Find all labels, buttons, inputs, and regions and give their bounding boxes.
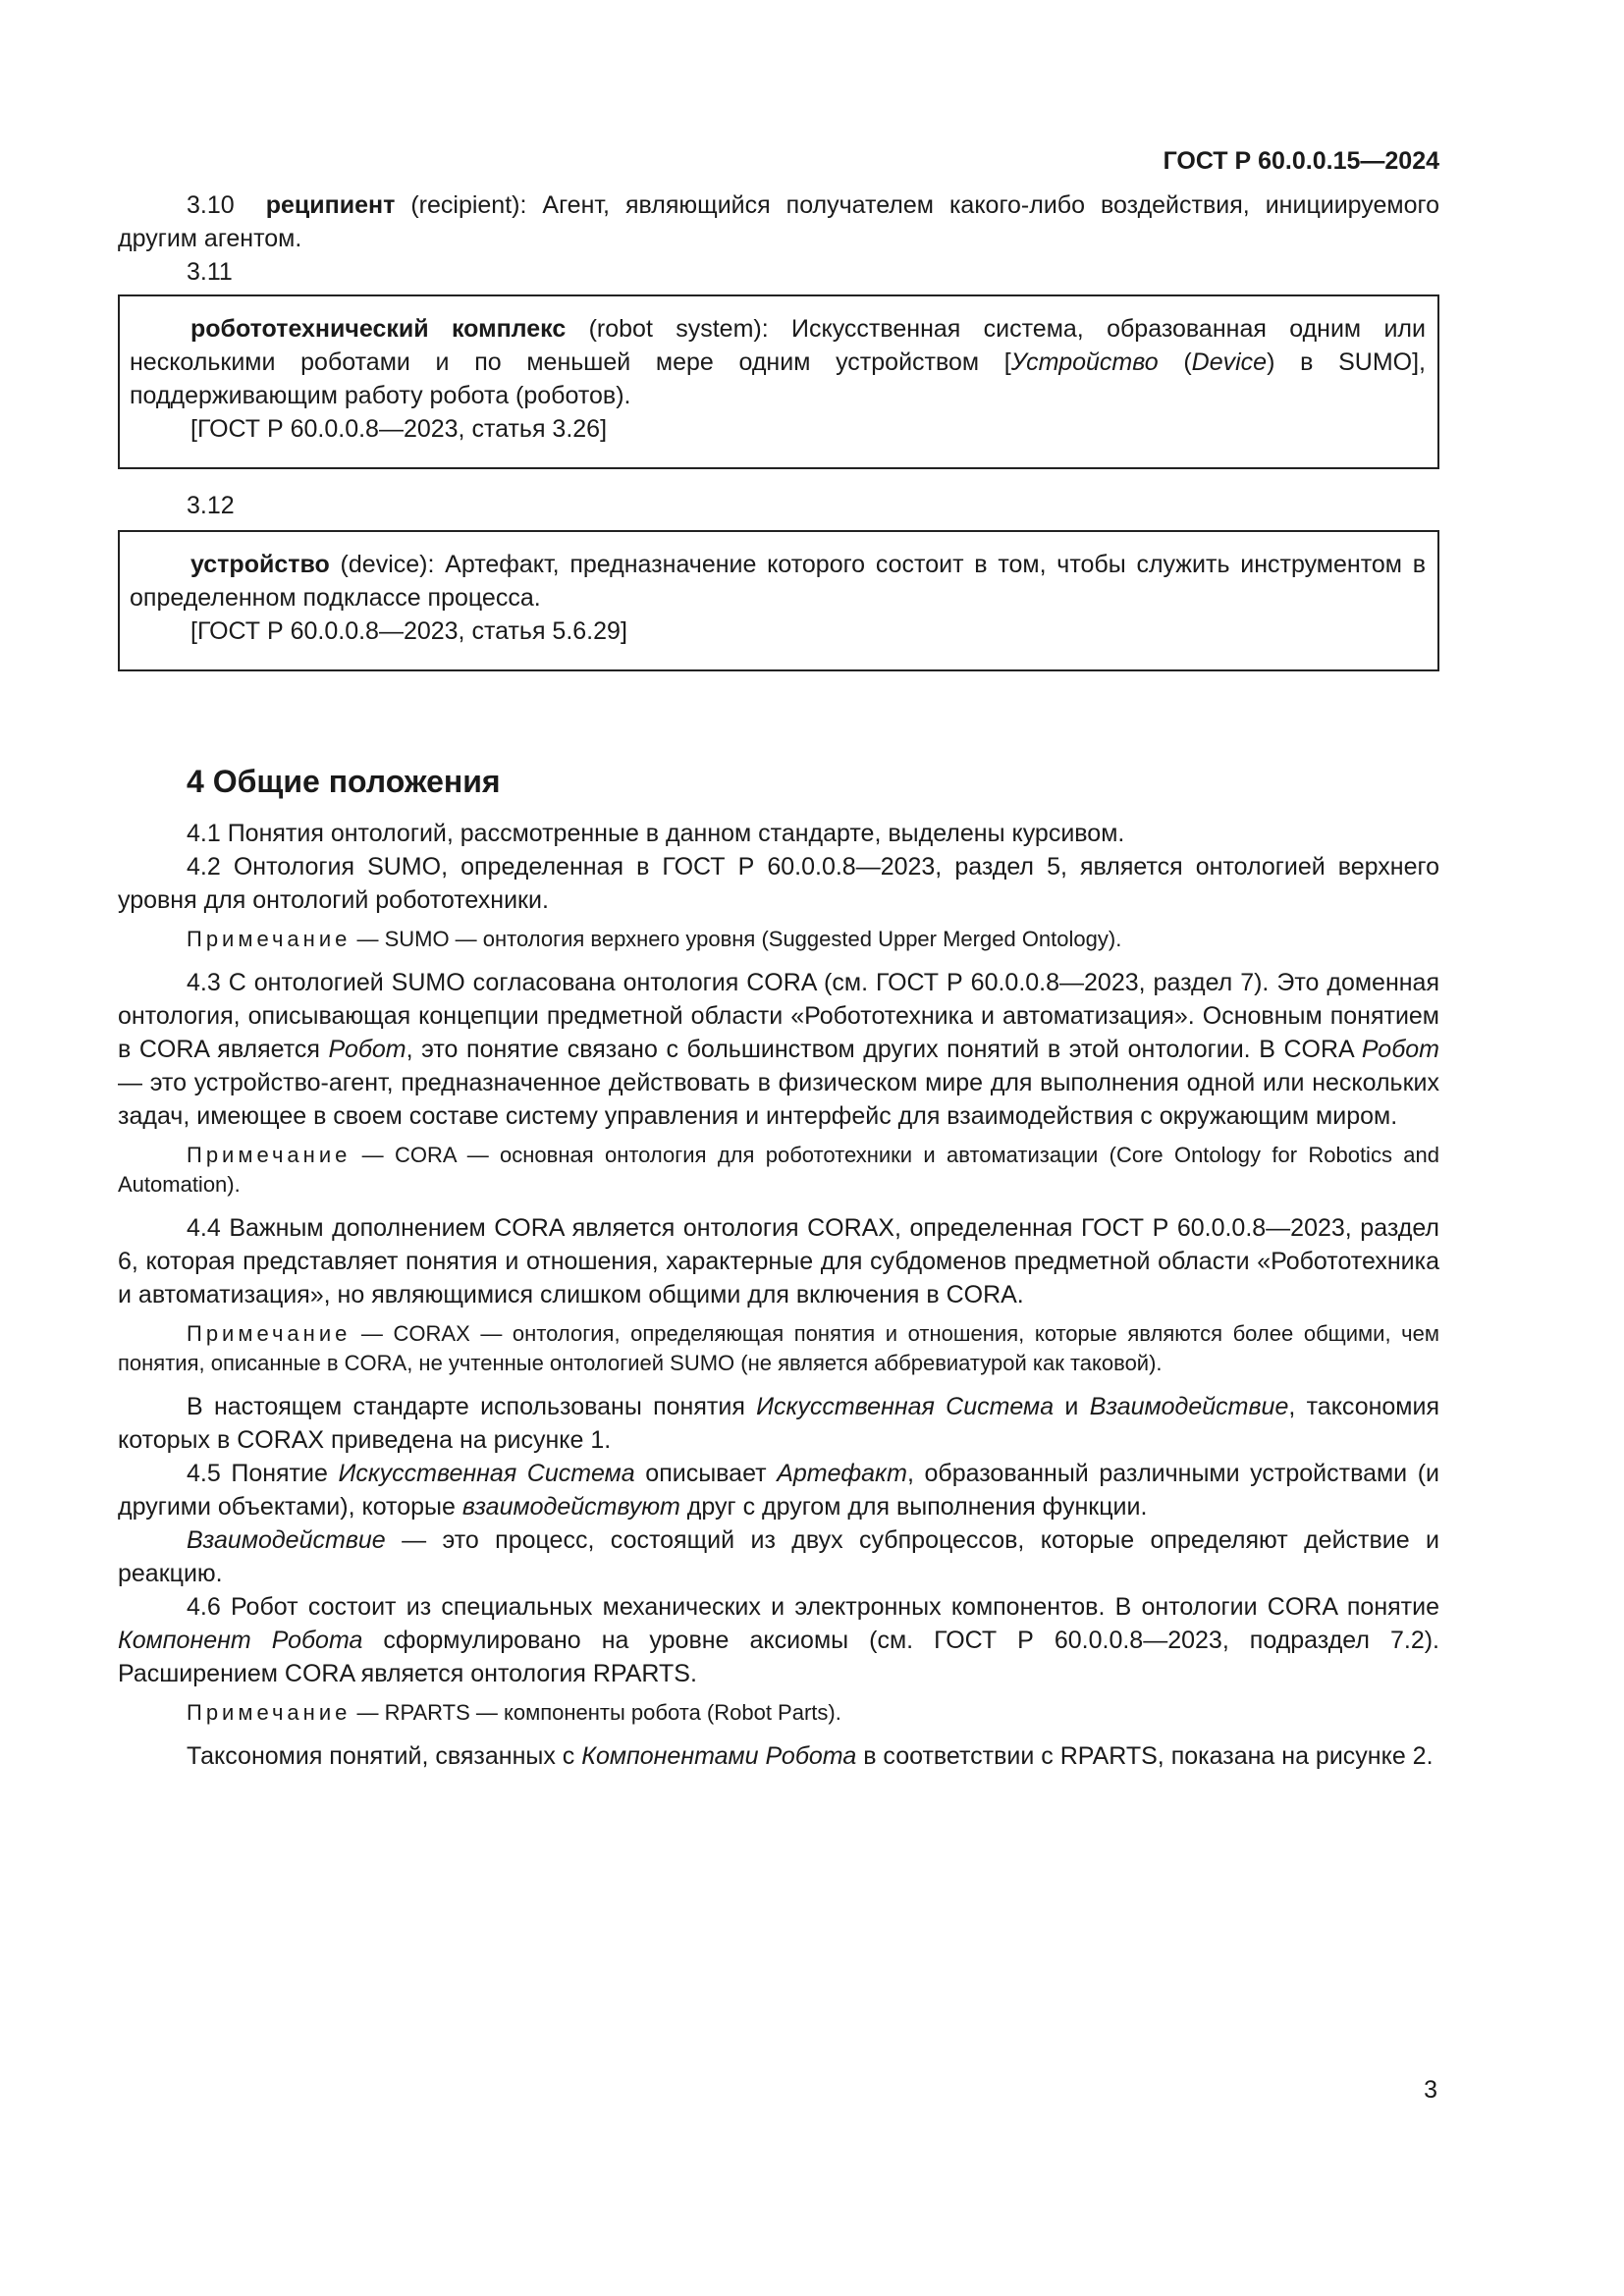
note [118, 1698, 1439, 1728]
note-label: Примечание [187, 1700, 352, 1725]
term-number: 3.10 [187, 191, 235, 219]
paragraph-4-2: 4.2 Онтология SUMO, определенная в ГОСТ Р 60.0.0.8—2023, раздел 5, является онтологией верхнего уровня для онтологий робототехники. [118, 853, 1439, 914]
paragraph [118, 1523, 1439, 1590]
definition-text: (device): Артефакт, предназначение которого состоит в том, чтобы служить инструментом в определенном подклассе процесса. [130, 551, 1426, 612]
term-source: [ГОСТ Р 60.0.0.8—2023, статья 3.26] [190, 415, 608, 443]
ontology-term: Взаимодействие [187, 1526, 386, 1554]
paragraph-text: в соответствии с RPARTS, показана на рисунке 2. [856, 1742, 1434, 1770]
paragraph-text: 4.5 Понятие [187, 1460, 339, 1487]
paragraph-text: 4.3 С онтологией SUMO согласована онтология CORA (см. ГОСТ Р 60.0.0.8—2023, раздел 7). Это доменная онтология, описывающая концепции предметной области «Робототехника и автоматизация». Основным понятием в CORA является [118, 969, 1439, 1063]
ontology-term: Робот [1361, 1036, 1439, 1063]
term-box-3-12 [118, 530, 1439, 671]
page-content [118, 145, 1439, 1773]
note [118, 1141, 1439, 1200]
term-source: [ГОСТ Р 60.0.0.8—2023, статья 5.6.29] [190, 617, 627, 645]
note-label: Примечание [187, 1143, 352, 1167]
note-label: Примечание [187, 1321, 352, 1346]
term-name: устройство [190, 551, 330, 578]
paragraph-text: — это устройство-агент, предназначенное действовать в физическом мире для выполнения одной или нескольких задач, имеющее в своем составе систему управления и интерфейс для взаимодействия с окружающим миром. [118, 1069, 1439, 1130]
paragraph-text: , таксономия которых в CORAX приведена на рисунке 1. [118, 1393, 1439, 1454]
term-name: робототехнический комплекс [190, 315, 567, 343]
note-text: — CORA — основная онтология для робототехники и автоматизации (Core Ontology for Robotics and Automation). [118, 1143, 1439, 1197]
paragraph-text: В настоящем стандарте использованы понятия [187, 1393, 757, 1420]
paragraph-4-3 [118, 966, 1439, 1133]
ontology-term: Устройство [1010, 348, 1159, 376]
paragraph-text: — это процесс, состоящий из двух субпроцессов, которые определяют действие и реакцию. [118, 1526, 1439, 1587]
ontology-term: Искусственная Система [756, 1393, 1055, 1420]
ontology-term: Device [1191, 348, 1268, 376]
page-number: 3 [1424, 2076, 1437, 2104]
paragraph-text: , образованный различными устройствами (и другими объектами), которые [118, 1460, 1440, 1521]
note-text: — RPARTS — компоненты робота (Robot Parts). [351, 1700, 841, 1725]
paragraph-text: 4.6 Робот состоит из специальных механических и электронных компонентов. В онтологии CORA понятие [187, 1593, 1439, 1621]
ontology-term: Компонент Робота [118, 1627, 363, 1654]
definition-text: ( [1158, 348, 1192, 376]
paragraph-text: сформулировано на уровне аксиомы (см. ГОСТ Р 60.0.0.8—2023, подраздел 7.2). Расширением CORA является онтология RPARTS. [118, 1627, 1439, 1687]
definition-text: (robot system): Искусственная система, образованная одним или несколькими роботами и по меньшей мере одним устройством [ [130, 315, 1426, 376]
paragraph-4-4: 4.4 Важным дополнением CORA является онтология CORAX, определенная ГОСТ Р 60.0.0.8—2023, раздел 6, которая представляет понятия и отношения, характерные для субдоменов предметной области «Робототехника и автоматизация», но являющимися слишком общими для включения в CORA. [118, 1214, 1439, 1308]
ontology-term: Взаимодействие [1089, 1393, 1289, 1420]
paragraph-text: и [1054, 1393, 1090, 1420]
term-number-3-11: 3.11 [187, 258, 233, 286]
paragraph-text: описывает [634, 1460, 778, 1487]
term-definition [130, 548, 1426, 614]
term-definition: (recipient): Агент, являющийся получателем какого-либо воздействия, инициируемого другим агентом. [118, 191, 1439, 252]
term-box-3-11 [118, 294, 1439, 469]
paragraph-4-6 [118, 1590, 1439, 1690]
term-3-10 [118, 188, 1439, 255]
term-definition [130, 312, 1426, 412]
ontology-term: Искусственная Система [338, 1460, 635, 1487]
ontology-term: Артефакт [777, 1460, 907, 1487]
term-number-3-12: 3.12 [187, 492, 235, 519]
paragraph [118, 1739, 1439, 1773]
paragraph-text: Таксономия понятий, связанных с [187, 1742, 582, 1770]
definition-text: ) в SUMO], поддерживающим работу робота (роботов). [130, 348, 1426, 409]
note-label: Примечание [187, 927, 352, 951]
note-text: — CORAX — онтология, определяющая понятия и отношения, которые являются более общими, чем понятия, описанные в CORA, не учтенные онтологией SUMO (не является аббревиатурой как таковой). [118, 1321, 1439, 1375]
paragraph-text: , это понятие связано с большинством других понятий в этой онтологии. В CORA [406, 1036, 1362, 1063]
paragraph [118, 1390, 1439, 1457]
ontology-term: Компонентами Робота [581, 1742, 857, 1770]
note [118, 925, 1439, 954]
paragraph-4-5 [118, 1457, 1439, 1523]
section-heading: 4 Общие положения [187, 764, 501, 799]
paragraph-4-1: 4.1 Понятия онтологий, рассмотренные в данном стандарте, выделены курсивом. [187, 820, 1125, 847]
ontology-term: Робот [328, 1036, 406, 1063]
standard-header: ГОСТ Р 60.0.0.15—2024 [1163, 147, 1439, 175]
note-text: — SUMO — онтология верхнего уровня (Suggested Upper Merged Ontology). [351, 927, 1122, 951]
paragraph-text: друг с другом для выполнения функции. [679, 1493, 1148, 1521]
note [118, 1319, 1439, 1378]
term-name: реципиент [265, 191, 396, 219]
ontology-term: взаимодействуют [461, 1493, 680, 1521]
